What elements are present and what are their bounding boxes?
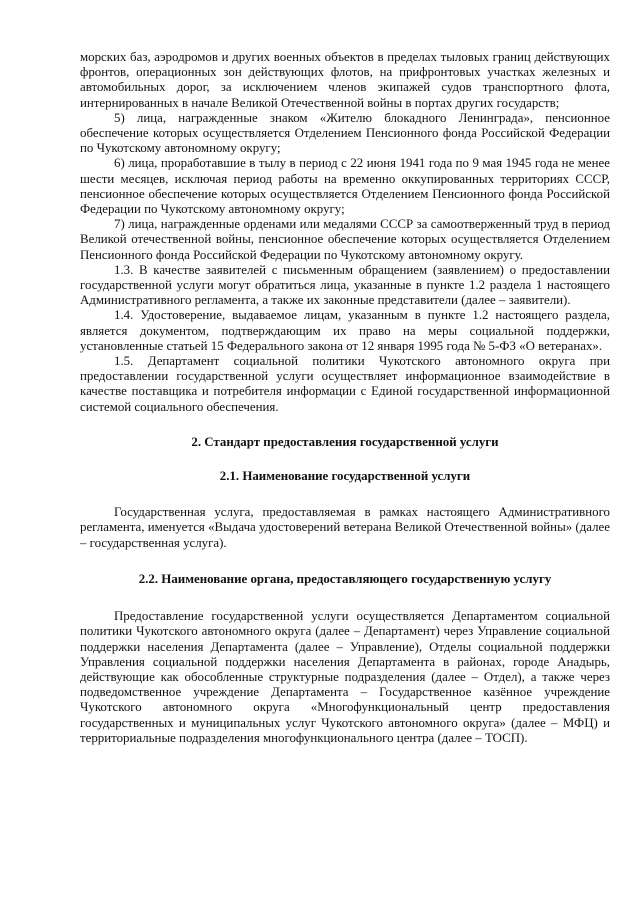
paragraph-2-1: Государственная услуга, предоставляемая в рамках настоящего Административного регламента, именуется «Выдача удостоверений ветерана Великой Отечественной войны» (далее – государственная услуга). xyxy=(80,505,610,550)
section-heading-2: 2. Стандарт предоставления государственной услуги xyxy=(191,434,499,449)
paragraph-1-4: 1.4. Удостоверение, выдаваемое лицам, указанным в пункте 1.2 настоящего раздела, является документом, подтверждающим их право на меры социальной поддержки, установленные статьей 15 Федерального закона от 12 января 1995 года № 5-ФЗ «О ветеранах». xyxy=(80,308,610,353)
subsection-heading-2-1: 2.1. Наименование государственной услуги xyxy=(219,469,471,484)
list-item-6: 6) лица, проработавшие в тылу в период с 22 июня 1941 года по 9 мая 1945 года не менее шести месяцев, исключая период работы на временно оккупированных территориях СССР, пенсионное обеспечение которых осуществляется Отделением Пенсионного фонда Российской Федерации по Чукотскому автономному округу; xyxy=(80,156,610,217)
paragraph-continuation: морских баз, аэродромов и других военных объектов в пределах тыловых границ действующих фронтов, операционных зон действующих флотов, на прифронтовых участках железных и автомобильных дорог, за исключением членов экипажей судов транспортного флота, интернированных в начале Великой Отечественной войны в портах других государств; xyxy=(80,50,610,110)
paragraph-2-2: Предоставление государственной услуги осуществляется Департаментом социальной политики Чукотского автономного округа (далее – Департамент) через Управление социальной поддержки населения Департамента (далее – Управление), Отделы социальной поддержки Управления социальной поддержки населения Департамента в районах, городе Анадырь, действующие как обособленные структурные подразделения (далее – Отдел), а также через подведомственное учреждение Департамента – Государственное казённое учреждение Чукотского автономного округа «Многофункциональный центр предоставления государственных и муниципальных услуг Чукотского автономного округа» (далее – МФЦ) и территориальные подразделения многофункционального центра (далее – ТОСП). xyxy=(80,609,610,745)
paragraph-1-3: 1.3. В качестве заявителей с письменным обращением (заявлением) о предоставлении государственной услуги могут обратиться лица, указанные в пункте 1.2 раздела 1 настоящего Административного регламента, а также их законные представители (далее – заявители). xyxy=(80,262,610,308)
list-item-5: 5) лица, награжденные знаком «Жителю блокадного Ленинграда», пенсионное обеспечение которых осуществляется Отделением Пенсионного фонда Российской Федерации по Чукотскому автономному округу; xyxy=(80,110,610,156)
paragraph-1-5: 1.5. Департамент социальной политики Чукотского автономного округа при предоставлении государственной услуги осуществляет информационное взаимодействие в качестве поставщика и потребителя информации с Единой государственной информационной системой социального обеспечения. xyxy=(80,354,610,414)
list-item-7: 7) лица, награжденные орденами или медалями СССР за самоотверженный труд в период Великой отечественной войны, пенсионное обеспечение которых осуществляется Отделением Пенсионного фонда Российской Федерации по Чукотскому автономному округу. xyxy=(80,217,610,262)
subsection-heading-2-2: 2.2. Наименование органа, предоставляющего государственную услугу xyxy=(138,571,552,586)
